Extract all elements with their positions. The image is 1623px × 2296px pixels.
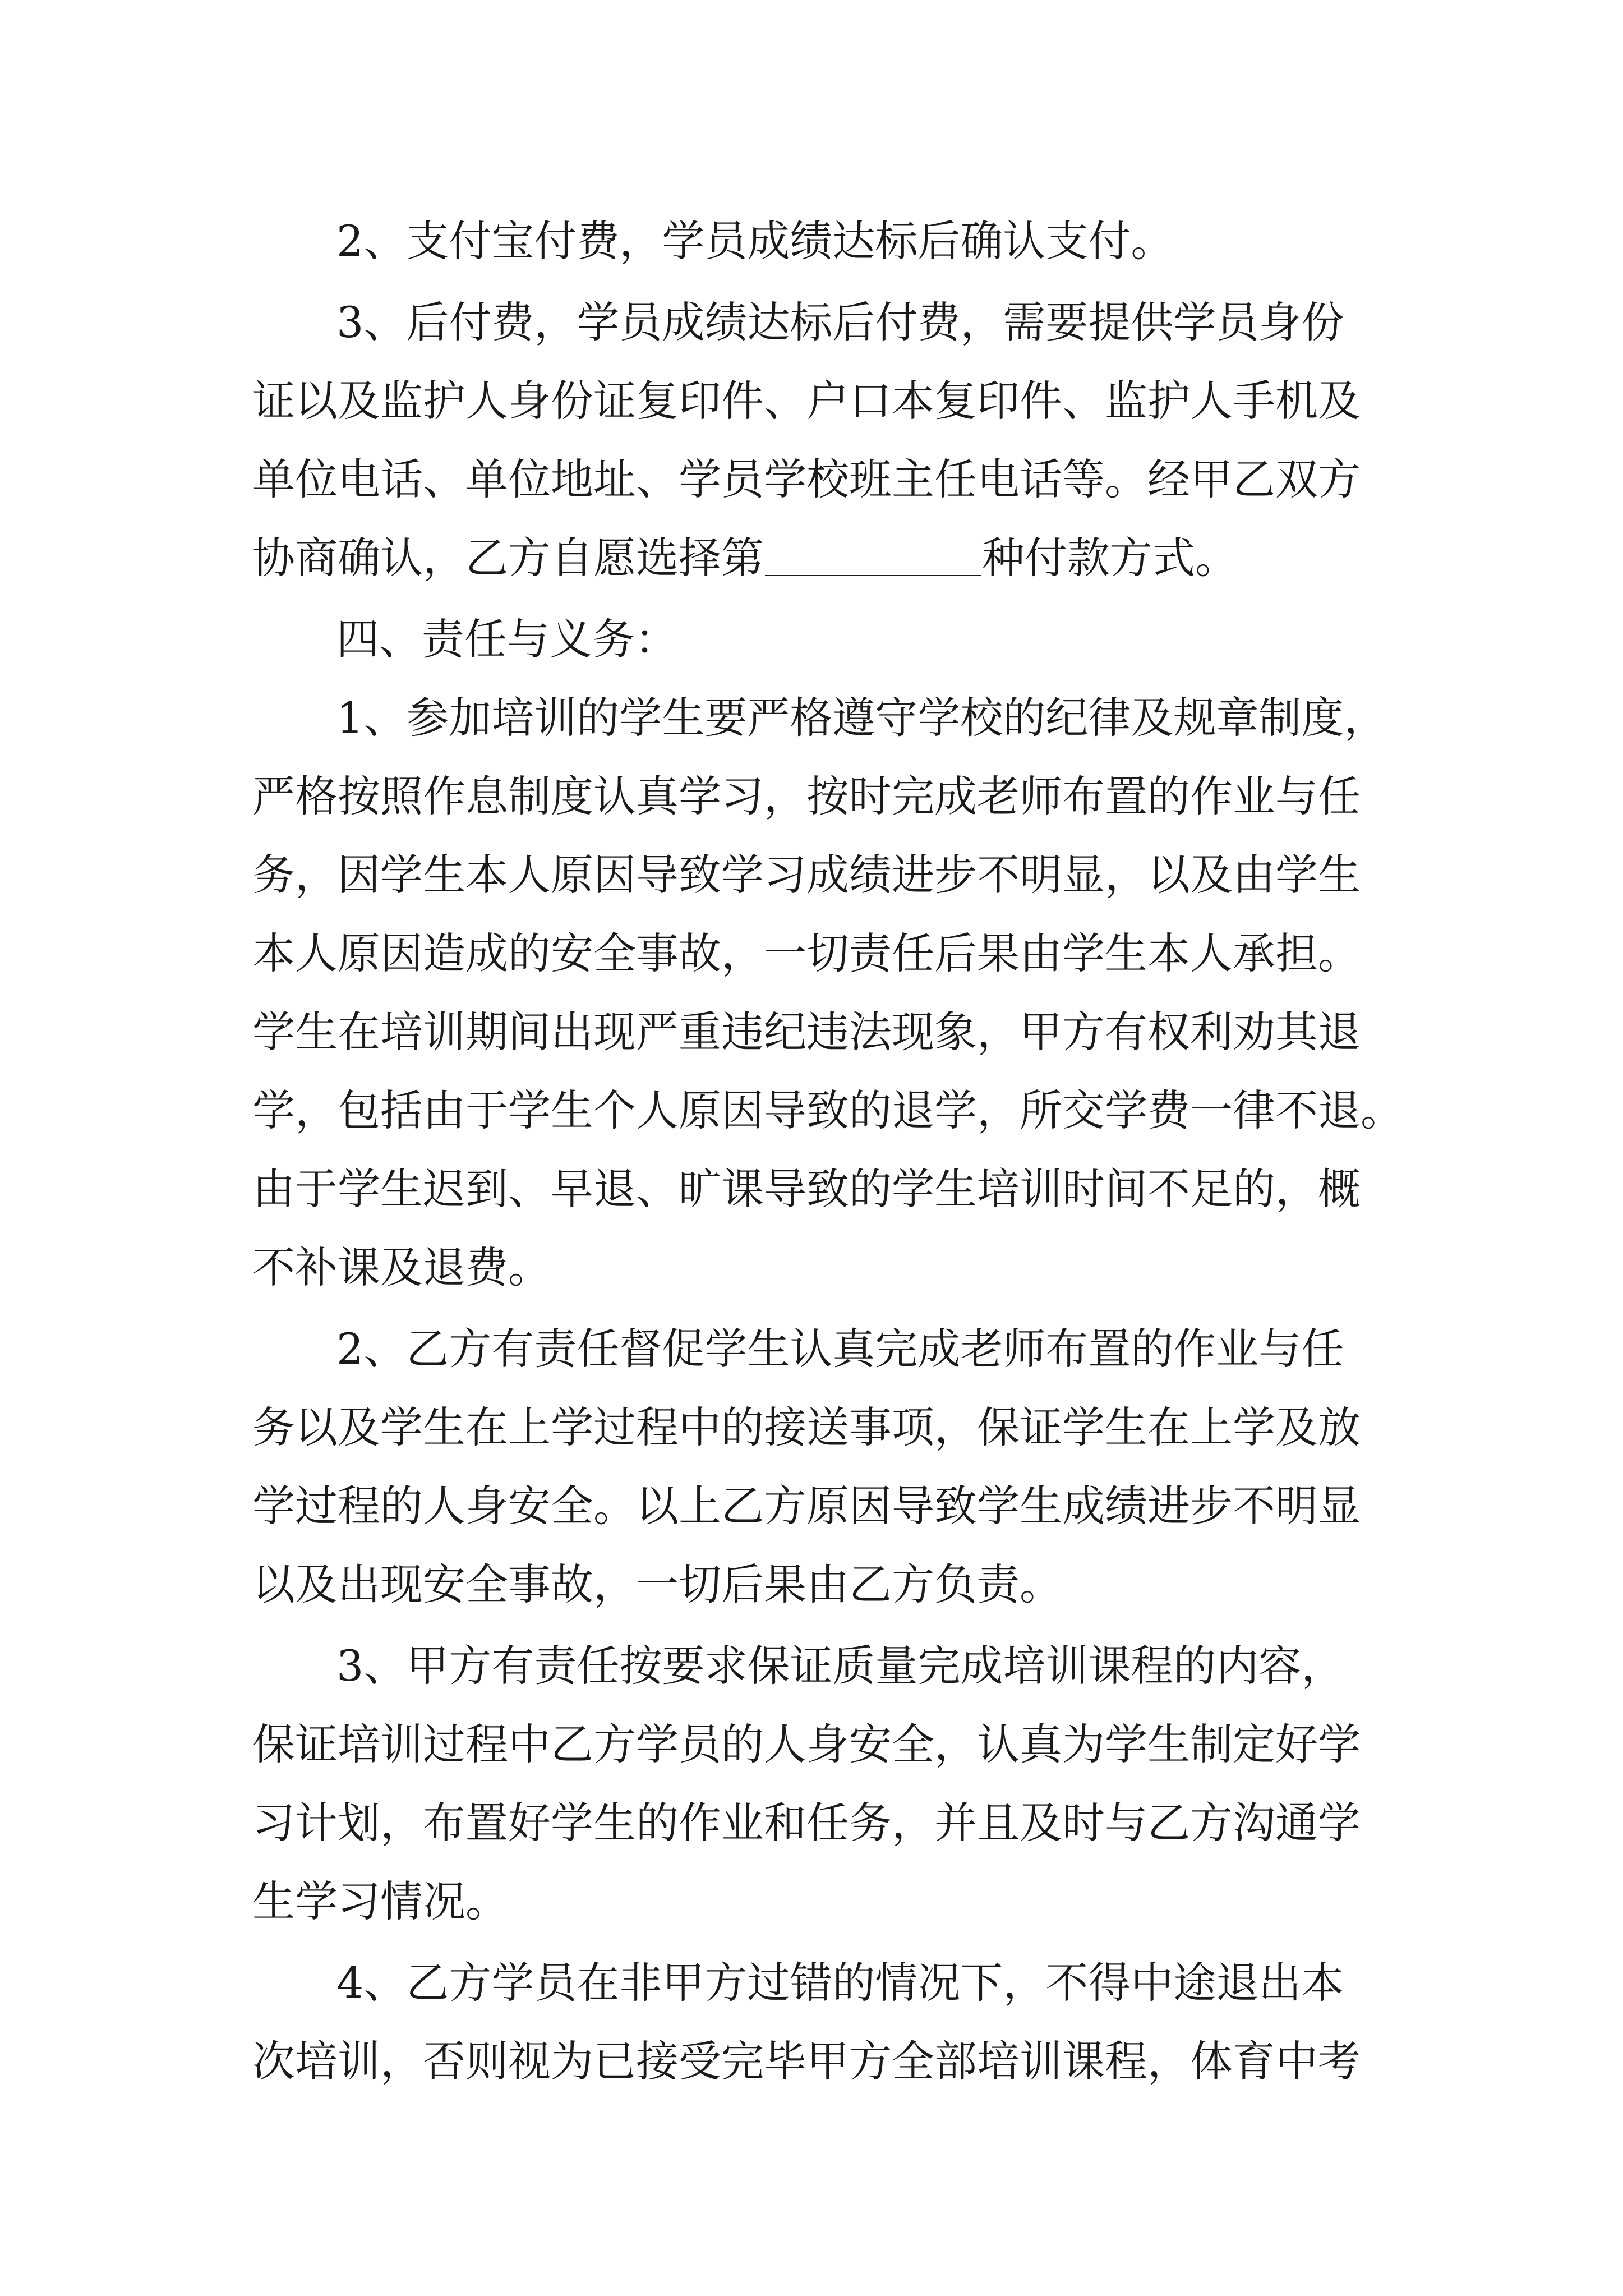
line-text: 种付款方式。 xyxy=(982,533,1238,583)
section-heading: 四、责任与义务： xyxy=(336,614,677,664)
paragraph-line: 务以及学生在上学过程中的接送事项，保证学生在上学及放 xyxy=(252,1402,1361,1452)
paragraph-line xyxy=(252,519,1238,597)
paragraph-line: 严格按照作息制度认真学习，按时完成老师布置的作业与任 xyxy=(252,771,1361,821)
line-text: 协商确认，乙方自愿选择第 xyxy=(252,533,764,583)
paragraph-line: 习计划，布置好学生的作业和任务，并且及时与乙方沟通学 xyxy=(252,1798,1361,1848)
paragraph-line: 学，包括由于学生个人原因导致的退学，所交学费一律不退。 xyxy=(252,1085,1403,1135)
paragraph-line: 由于学生迟到、早退、旷课导致的学生培训时间不足的，概 xyxy=(252,1164,1361,1214)
paragraph-line: 务，因学生本人原因导致学习成绩进步不明显，以及由学生 xyxy=(252,850,1361,900)
paragraph-line: 生学习情况。 xyxy=(252,1876,508,1926)
paragraph-line: 以及出现安全事故，一切后果由乙方负责。 xyxy=(252,1559,1062,1609)
paragraph-line: 4、乙方学员在非甲方过错的情况下，不得中途退出本 xyxy=(336,1958,1344,2008)
paragraph-line: 学过程的人身安全。以上乙方原因导致学生成绩进步不明显 xyxy=(252,1481,1361,1531)
paragraph-line: 次培训，否则视为已接受完毕甲方全部培训课程，体育中考 xyxy=(252,2036,1361,2086)
paragraph-line: 证以及监护人身份证复印件、户口本复印件、监护人手机及 xyxy=(252,376,1361,426)
fill-in-blank xyxy=(765,573,981,576)
paragraph-line: 2、支付宝付费，学员成绩达标后确认支付。 xyxy=(336,216,1174,266)
paragraph-line: 本人原因造成的安全事故，一切责任后果由学生本人承担。 xyxy=(252,928,1361,978)
paragraph-line: 3、甲方有责任按要求保证质量完成培训课程的内容， xyxy=(336,1641,1344,1691)
paragraph-line: 2、乙方有责任督促学生认真完成老师布置的作业与任 xyxy=(336,1324,1344,1374)
paragraph-line: 3、后付费，学员成绩达标后付费，需要提供学员身份 xyxy=(336,297,1344,347)
paragraph-line: 不补课及退费。 xyxy=(252,1243,551,1292)
paragraph-line: 单位电话、单位地址、学员学校班主任电话等。经甲乙双方 xyxy=(252,454,1361,504)
paragraph-line: 保证培训过程中乙方学员的人身安全，认真为学生制定好学 xyxy=(252,1719,1361,1769)
paragraph-line: 学生在培训期间出现严重违纪违法现象，甲方有权利劝其退 xyxy=(252,1007,1361,1057)
paragraph-line: 1、参加培训的学生要严格遵守学校的纪律及规章制度， xyxy=(336,693,1387,743)
